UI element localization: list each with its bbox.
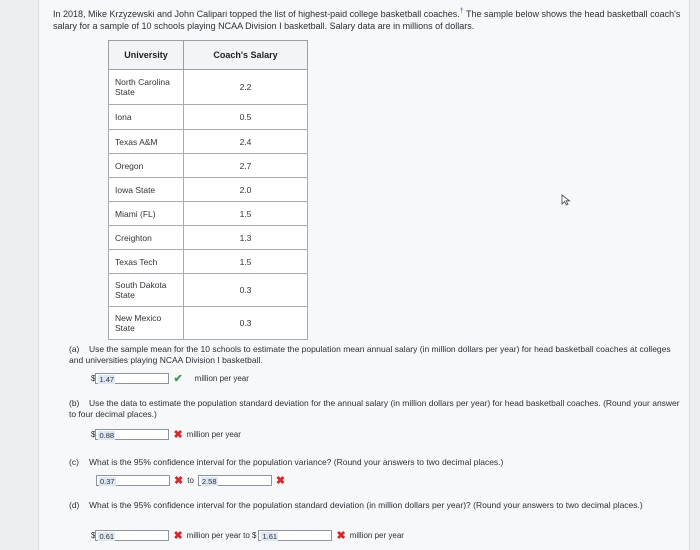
cross-icon: ✖ <box>173 530 183 542</box>
salary-cell: 1.3 <box>184 226 308 250</box>
table-row <box>109 274 308 307</box>
salary-cell: 2.2 <box>184 70 308 105</box>
answer-value: 1.61 <box>262 532 278 541</box>
salary-cell: 1.5 <box>184 202 308 226</box>
question-text: Use the data to estimate the population standard deviation for the annual salary (in million dollars per year) for head basketball coaches. (Round your answer to four decimal places.) <box>69 398 680 419</box>
answer-value: 0.37 <box>100 477 115 486</box>
answer-c-high-input[interactable] <box>198 475 272 486</box>
salary-cell: 1.5 <box>184 250 308 274</box>
question-label: (a) <box>69 344 80 354</box>
intro-text-2: The sample below shows the head basketball coach's salary for a sample of 10 schools playing NCAA Division I basketball. Salary data are in millions of dollars. <box>53 9 681 31</box>
answer-c-low-input[interactable] <box>96 475 170 486</box>
unit-label: million per year <box>349 531 404 540</box>
university-cell: Oregon <box>109 154 184 178</box>
university-cell: Creighton <box>109 226 184 250</box>
answer-b-input[interactable] <box>95 429 169 440</box>
salary-cell: 2.7 <box>184 154 308 178</box>
salary-cell: 0.5 <box>184 105 308 130</box>
salary-cell: 2.0 <box>184 178 308 202</box>
answer-value: 2.58 <box>201 477 217 486</box>
cross-icon: ✖ <box>275 475 286 487</box>
table-row <box>109 202 308 226</box>
check-icon: ✔ <box>173 373 183 385</box>
dollar-sign: $ <box>91 531 96 540</box>
answer-b-row <box>91 428 241 441</box>
university-cell: Iowa State <box>109 178 184 202</box>
university-cell: Iona <box>109 105 184 130</box>
dollar-sign: $ <box>91 374 96 383</box>
table-row <box>109 70 308 105</box>
table-row <box>109 154 308 178</box>
question-text: What is the 95% confidence interval for the population variance? (Round your answers to two decimal places.) <box>89 457 504 467</box>
header-university: University <box>109 41 184 70</box>
table-row <box>109 226 308 250</box>
unit-label: million per year <box>186 430 241 439</box>
to-label: to <box>187 476 194 485</box>
question-c <box>69 457 684 468</box>
question-label: (b) <box>69 398 80 408</box>
answer-value: 1.47 <box>99 375 115 384</box>
answer-value: 0.88 <box>99 431 115 440</box>
question-text: Use the sample mean for the 10 schools to estimate the population mean annual salary (in million dollars per year) for head basketball coaches at colleges and universities playing NCAA Division I basketball. <box>69 344 671 365</box>
mouse-pointer-icon <box>561 194 571 206</box>
question-text: What is the 95% confidence interval for the population standard deviation (in million dollars per year)? (Round your answers to two decimal places.) <box>89 500 643 510</box>
cross-icon: ✖ <box>173 429 183 441</box>
question-page <box>38 0 690 550</box>
salary-cell: 0.3 <box>184 307 308 340</box>
answer-d-high-input[interactable] <box>258 530 332 541</box>
question-label: (c) <box>69 457 79 467</box>
salary-cell: 0.3 <box>184 274 308 307</box>
answer-c-row <box>96 474 289 487</box>
question-a <box>69 344 679 366</box>
salary-table <box>108 40 308 340</box>
answer-a-row <box>91 372 249 385</box>
table-row <box>109 105 308 130</box>
table-row <box>109 250 308 274</box>
unit-label: million per year to $ <box>186 531 257 540</box>
university-cell: Miami (FL) <box>109 202 184 226</box>
question-d <box>69 500 684 511</box>
table-row <box>109 307 308 340</box>
cross-icon: ✖ <box>174 475 184 487</box>
cross-icon: ✖ <box>336 530 346 542</box>
footnote-link[interactable]: † <box>459 8 464 15</box>
intro-text: In 2018, Mike Krzyzewski and John Calipari topped the list of highest-paid college basketball coaches. <box>53 9 460 19</box>
dollar-sign: $ <box>91 430 96 439</box>
answer-d-row <box>91 529 404 542</box>
unit-label: million per year <box>194 374 249 383</box>
university-cell: South Dakota State <box>109 274 184 307</box>
answer-value: 0.61 <box>99 532 115 541</box>
table-row <box>109 178 308 202</box>
question-b <box>69 398 684 420</box>
answer-a-input[interactable] <box>95 373 169 384</box>
question-label: (d) <box>69 500 80 510</box>
answer-d-low-input[interactable] <box>95 530 169 541</box>
table-header-row <box>109 41 308 70</box>
header-salary: Coach's Salary <box>184 41 308 70</box>
university-cell: North Carolina State <box>109 70 184 105</box>
university-cell: New Mexico State <box>109 307 184 340</box>
university-cell: Texas Tech <box>109 250 184 274</box>
table-row <box>109 130 308 154</box>
problem-intro <box>53 6 683 32</box>
university-cell: Texas A&M <box>109 130 184 154</box>
salary-cell: 2.4 <box>184 130 308 154</box>
